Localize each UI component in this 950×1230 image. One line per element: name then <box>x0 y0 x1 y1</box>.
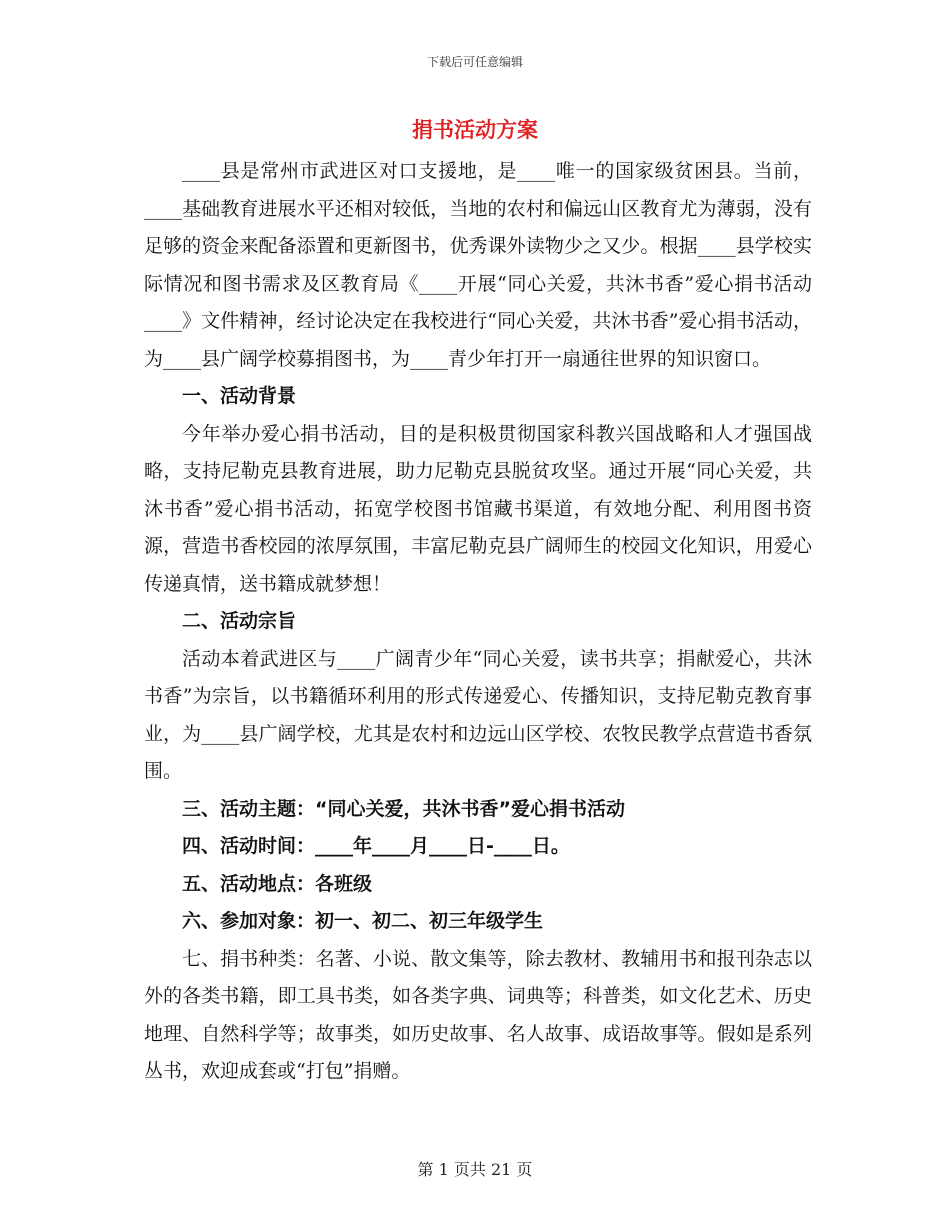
page-header-note: 下载后可任意编辑 <box>426 55 523 69</box>
background-paragraph: 今年举办爱心捐书活动，目的是积极贯彻国家科教兴国战略和人才强国战略，支持尼勒克县教育进展，助力尼勒克县脱贫攻坚。通过开展“同心关爱，共沐书香”爱心捐书活动，拓宽学校图书馆藏书渠道，有效地分配、利用图书资源，营造书香校园的浓厚氛围，丰富尼勒克县广阔师生的校园文化知识，用爱心传递真情，送书籍成就梦想！ <box>144 422 812 595</box>
intro-paragraph: ____县是常州市武进区对口支援地，是____唯一的国家级贫困县。当前，____基础教育进展水平还相对较低，当地的农村和偏远山区教育尤为薄弱，没有足够的资金来配备添置和更新图书，优秀课外读物少之又少。根据____县学校实际情况和图书需求及区教育局《____开展“同心关爱，共沐书香”爱心捐书活动____》文件精神，经讨论决定在我校进行“同心关爱，共沐书香”爱心捐书活动，为____县广阔学校募捐图书，为____青少年打开一扇通往世界的知识窗口。 <box>144 160 812 370</box>
section-heading-location: 五、活动地点：各班级 <box>182 872 373 895</box>
section-heading-purpose: 二、活动宗旨 <box>182 610 297 632</box>
purpose-paragraph: 活动本着武进区与____广阔青少年“同心关爱，读书共享；捐献爱心，共沐书香”为宗旨，以书籍循环利用的形式传递爱心、传播知识，支持尼勒克教育事业，为____县广阔学校，尤其是农村和边远山区学校、农牧民教学点营造书香氛围。 <box>144 647 812 782</box>
document-title: 捐书活动方案 <box>412 118 538 142</box>
page-number-footer: 第 1 页共 21 页 <box>417 1160 533 1179</box>
section-heading-background: 一、活动背景 <box>182 385 297 407</box>
section-heading-participants: 六、参加对象：初一、初二、初三年级学生 <box>182 910 544 932</box>
section-heading-theme: 三、活动主题：“同心关爱，共沐书香”爱心捐书活动 <box>182 797 625 820</box>
section-heading-time: 四、活动时间：____年____月____日-____日。 <box>182 835 570 857</box>
book-types-paragraph: 七、捐书种类：名著、小说、散文集等，除去教材、教辅用书和报刊杂志以外的各类书籍，即工具书类，如各类字典、词典等；科普类，如文化艺术、历史地理、自然科学等；故事类，如历史故事、名人故事、成语故事等。假如是系列丛书，欢迎成套或“打包”捐赠。 <box>144 947 812 1082</box>
document-body <box>144 153 812 1091</box>
